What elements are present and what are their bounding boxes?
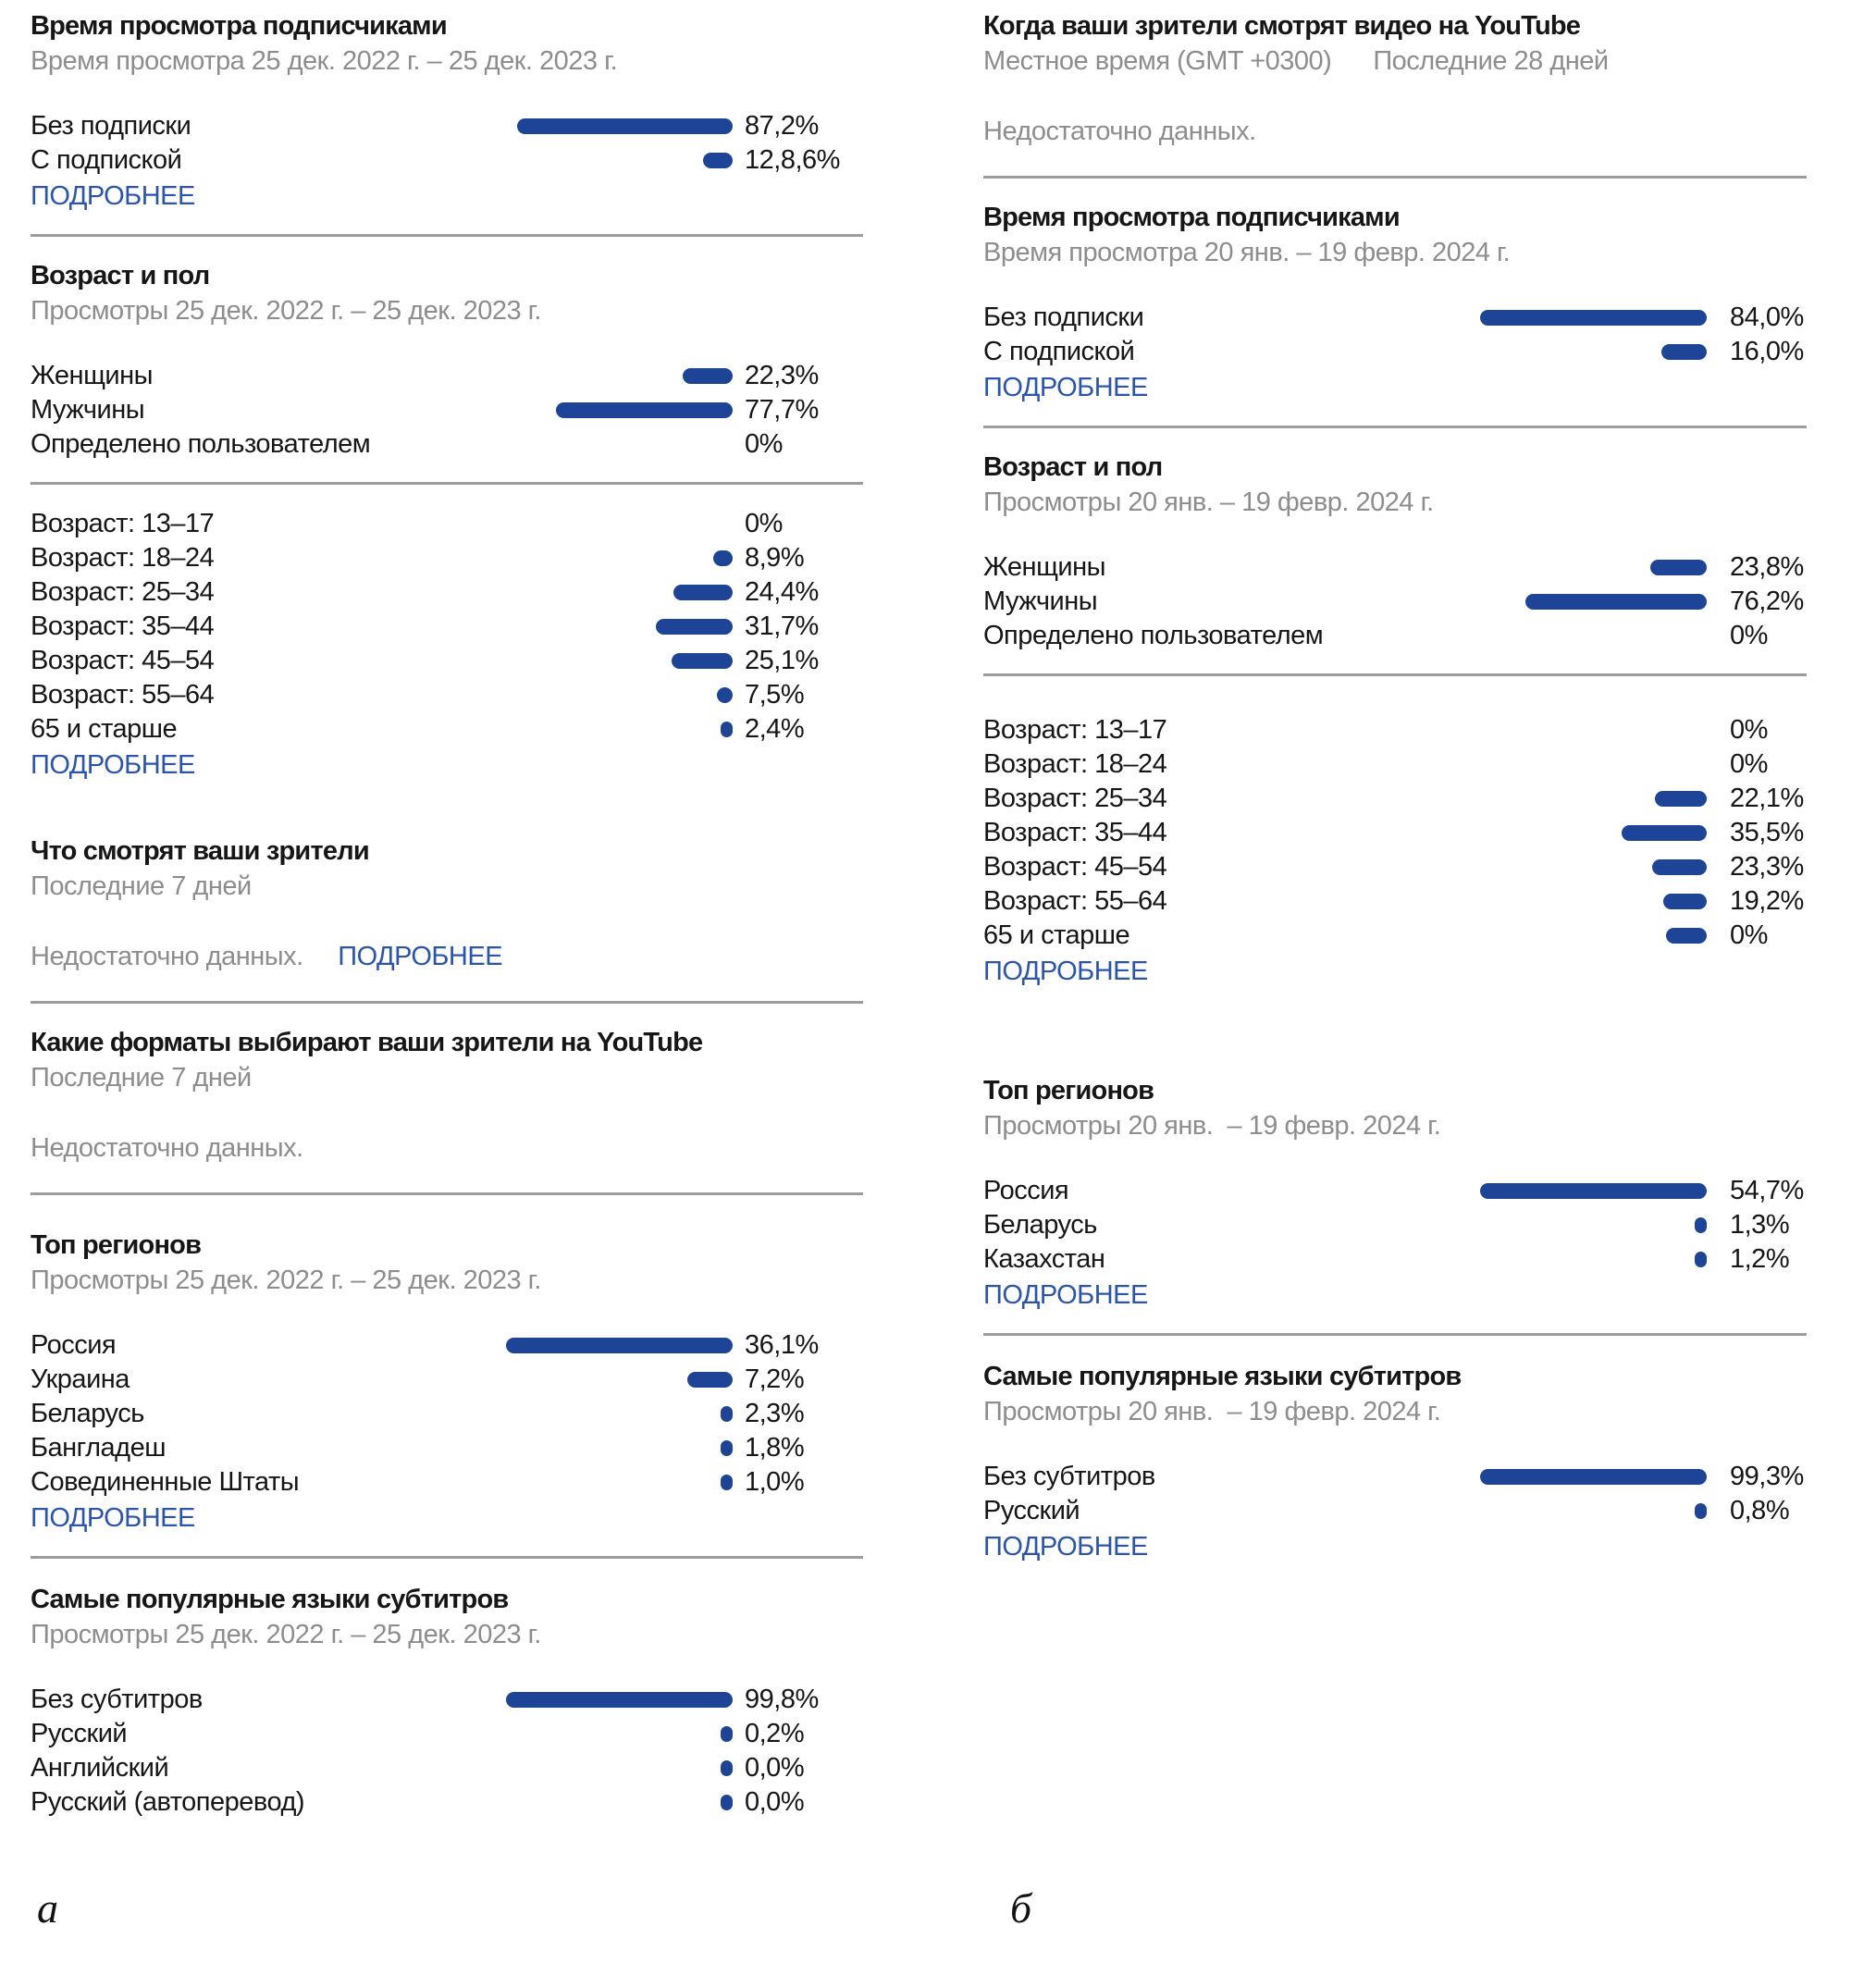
stat-row [31,1431,863,1465]
row-value: 77,7% [745,395,819,425]
divider [31,234,863,237]
row-label: Бангладеш [31,1433,166,1463]
row-value: 0% [1730,749,1768,779]
row-value: 24,4% [745,577,819,607]
stat-row [983,1208,1807,1242]
age-rows [983,713,1807,953]
row-value: 1,0% [745,1467,805,1497]
card-title: Топ регионов [31,1230,202,1260]
row-label: Россия [983,1176,1069,1205]
stat-rows [31,1328,863,1500]
percentage-bar [672,653,733,669]
percentage-bar [713,550,733,566]
stat-row [983,619,1807,653]
card-title: Время просмотра подписчиками [31,11,447,41]
stat-row [31,1363,863,1397]
percentage-bar [1655,791,1707,807]
percentage-bar [1652,859,1707,875]
card-subtitle-languages-b [983,1360,1807,1564]
divider [983,176,1807,179]
no-data-text: Недостаточно данных. [31,1133,303,1163]
card-subtitle-languages-a [31,1583,863,1820]
bar-zone [506,550,733,566]
bar-zone [1480,560,1707,575]
percentage-bar [517,118,733,134]
row-value: 25,1% [745,646,819,675]
divider [983,1333,1807,1336]
divider [983,673,1807,676]
range-text: Последние 28 дней [1373,46,1609,76]
percentage-bar [721,1795,733,1810]
stat-row [31,393,863,427]
row-value: 87,2% [745,111,819,141]
card-title: Самые популярные языки субтитров [31,1585,509,1614]
row-label: Россия [31,1330,117,1360]
row-value: 99,8% [745,1685,819,1714]
card-title: Что смотрят ваши зрители [31,836,369,866]
stat-row [983,585,1807,619]
subfigure-label-b: б [1010,1884,1032,1932]
more-link[interactable]: ПОДРОБНЕЕ [983,957,1148,986]
percentage-bar [721,1440,733,1456]
row-value: 19,2% [1730,886,1804,916]
divider [31,1192,863,1195]
percentage-bar [506,1338,733,1353]
percentage-bar [673,585,733,600]
row-value: 36,1% [745,1330,819,1360]
card-subtitle: Просмотры 25 дек. 2022 г. – 25 дек. 2023 г. [31,296,541,326]
row-value: 2,4% [745,714,805,744]
row-label: Мужчины [31,395,145,425]
percentage-bar [721,1406,733,1422]
no-data-text: Недостаточно данных. [31,942,303,971]
divider [31,482,863,485]
stat-row [31,427,863,462]
more-link[interactable]: ПОДРОБНЕЕ [31,1503,195,1533]
percentage-bar [721,1760,733,1776]
row-label: Возраст: 45–54 [31,646,215,675]
panel-a [31,9,863,1820]
row-label: С подпиской [983,337,1135,366]
row-value: 22,1% [1730,784,1804,813]
row-value: 99,3% [1730,1462,1804,1491]
row-value: 31,7% [745,611,819,641]
row-label: Возраст: 55–64 [31,680,215,710]
row-label: Без подписки [983,302,1144,332]
stat-rows [983,1460,1807,1528]
stat-row [983,782,1807,816]
bar-zone [506,722,733,737]
stat-row [983,816,1807,850]
bar-zone [506,1692,733,1708]
more-link[interactable]: ПОДРОБНЕЕ [338,942,503,971]
bar-zone [1480,344,1707,360]
stat-row [31,712,863,747]
row-label: Возраст: 35–44 [31,611,215,641]
card-top-regions-a [31,1228,863,1536]
row-label: 65 и старше [983,920,1130,950]
stat-row [31,1785,863,1820]
row-label: Казахстан [983,1244,1105,1274]
gender-rows [31,359,863,462]
age-rows [31,507,863,747]
percentage-bar [1622,825,1707,841]
stat-row [983,884,1807,919]
percentage-bar [1661,344,1707,360]
row-value: 76,2% [1730,586,1804,616]
stat-row [31,359,863,393]
row-label: Беларусь [983,1210,1097,1240]
bar-zone [1480,928,1707,944]
bar-zone [506,1475,733,1490]
row-label: С подпиской [31,145,182,175]
bar-zone [1480,1217,1707,1233]
card-subtitle: Время просмотра 20 янв. – 19 февр. 2024 г. [983,238,1511,267]
row-label: Женщины [31,361,153,390]
card-watch-time-a [31,9,863,214]
percentage-bar [1695,1252,1707,1267]
row-value: 0% [1730,621,1768,650]
percentage-bar [687,1372,733,1388]
row-value: 0,0% [745,1787,805,1817]
row-value: 35,5% [1730,818,1804,847]
percentage-bar [721,1726,733,1742]
row-value: 1,2% [1730,1244,1790,1274]
row-label: Возраст: 25–34 [31,577,215,607]
bar-zone [506,153,733,168]
card-subtitle [983,44,1807,78]
stat-row [31,541,863,575]
card-title: Возраст и пол [31,261,210,290]
percentage-bar [703,153,733,168]
bar-zone [506,1795,733,1810]
stat-row [31,575,863,610]
percentage-bar [556,402,733,418]
row-label: Возраст: 13–17 [31,509,215,538]
bar-zone [1480,859,1707,875]
stat-row [31,109,863,143]
stat-row [983,850,1807,884]
no-data-row [31,940,863,974]
stat-row [983,1242,1807,1277]
stat-row [31,1328,863,1363]
card-subtitle: Просмотры 25 дек. 2022 г. – 25 дек. 2023 г. [31,1620,541,1649]
bar-zone [506,1372,733,1388]
card-title: Когда ваши зрители смотрят видео на YouTube [983,11,1581,41]
stat-rows [983,301,1807,369]
percentage-bar [1663,894,1707,909]
bar-zone [506,1760,733,1776]
bar-zone [1480,594,1707,610]
bar-zone [1480,1252,1707,1267]
row-value: 1,8% [745,1433,805,1463]
stat-row [983,550,1807,585]
more-link[interactable]: ПОДРОБНЕЕ [31,750,195,780]
percentage-bar [1666,928,1707,944]
row-label: 65 и старше [31,714,178,744]
row-label: Без подписки [31,111,191,141]
divider [31,1001,863,1004]
card-age-gender-a [31,259,863,783]
card-subtitle: Просмотры 20 янв. – 19 февр. 2024 г. [983,1111,1441,1141]
card-title: Какие форматы выбирают ваши зрители на YouTube [31,1028,703,1057]
stat-row [983,301,1807,335]
stat-rows [31,1683,863,1820]
card-top-regions-b [983,1074,1807,1313]
subfigure-label-a: а [37,1884,58,1932]
percentage-bar [1650,560,1707,575]
stat-row [983,1460,1807,1494]
bar-zone [506,118,733,134]
card-subtitle: Просмотры 20 янв. – 19 февр. 2024 г. [983,1397,1441,1426]
bar-zone [506,1440,733,1456]
card-watch-time-b [983,201,1807,405]
stat-row [31,1397,863,1431]
stat-row [983,1494,1807,1528]
row-label: Женщины [983,552,1105,582]
timezone-text: Местное время (GMT +0300) [983,46,1332,76]
card-when-they-watch-b [983,9,1807,149]
stat-row [31,1717,863,1751]
row-value: 8,9% [745,543,805,573]
percentage-bar [1480,1183,1707,1199]
row-value: 0,0% [745,1753,805,1783]
percentage-bar [721,722,733,737]
row-label: Беларусь [31,1399,144,1428]
row-value: 22,3% [745,361,819,390]
percentage-bar [1480,1469,1707,1485]
divider [31,1556,863,1559]
row-value: 0% [1730,715,1768,745]
bar-zone [1480,791,1707,807]
row-value: 7,5% [745,680,805,710]
stat-row [31,678,863,712]
stat-row [983,919,1807,953]
bar-zone [506,368,733,384]
row-label: Без субтитров [31,1685,203,1714]
card-title: Возраст и пол [983,452,1163,482]
stat-rows [983,1174,1807,1277]
bar-zone [1480,1469,1707,1485]
row-label: Возраст: 18–24 [31,543,215,573]
row-value: 16,0% [1730,337,1804,366]
row-label: Определено пользователем [983,621,1324,650]
row-value: 0% [745,429,783,459]
row-value: 54,7% [1730,1176,1804,1205]
stat-row [31,610,863,644]
no-data-text: Недостаточно данных. [983,117,1256,146]
no-data-row [983,115,1807,149]
row-label: Возраст: 13–17 [983,715,1167,745]
row-label: Возраст: 25–34 [983,784,1167,813]
card-age-gender-b [983,451,1807,989]
row-value: 0,8% [1730,1496,1790,1525]
row-label: Возраст: 55–64 [983,886,1167,916]
stat-row [31,1465,863,1500]
no-data-row [31,1131,863,1166]
bar-zone [506,402,733,418]
card-title: Самые популярные языки субтитров [983,1362,1462,1391]
row-label: Русский (автоперевод) [31,1787,305,1817]
bar-zone [506,653,733,669]
stat-rows [31,109,863,178]
bar-zone [506,585,733,600]
bar-zone [506,1338,733,1353]
row-label: Возраст: 35–44 [983,818,1167,847]
card-what-they-watch-a [31,834,863,974]
bar-zone [1480,1503,1707,1519]
percentage-bar [1695,1503,1707,1519]
more-link[interactable]: ПОДРОБНЕЕ [983,1532,1148,1562]
stat-row [983,713,1807,747]
bar-zone [1480,310,1707,326]
percentage-bar [1480,310,1707,326]
row-value: 12,8,6% [745,145,840,175]
card-subtitle: Просмотры 25 дек. 2022 г. – 25 дек. 2023 г. [31,1265,541,1295]
card-formats-a [31,1026,863,1166]
panel-b [983,9,1807,1564]
card-title: Время просмотра подписчиками [983,203,1400,232]
bar-zone [1480,1183,1707,1199]
row-label: Совединенные Штаты [31,1467,300,1497]
stat-row [983,747,1807,782]
row-value: 84,0% [1730,302,1804,332]
gender-rows [983,550,1807,653]
row-value: 2,3% [745,1399,805,1428]
card-subtitle: Время просмотра 25 дек. 2022 г. – 25 дек. 2023 г. [31,46,618,76]
row-label: Без субтитров [983,1462,1155,1491]
row-label: Возраст: 45–54 [983,852,1167,882]
stat-row [31,1751,863,1785]
more-link[interactable]: ПОДРОБНЕЕ [31,181,195,211]
percentage-bar [506,1692,733,1708]
bar-zone [1480,825,1707,841]
stat-row [31,507,863,541]
percentage-bar [1695,1217,1707,1233]
bar-zone [506,1726,733,1742]
row-label: Английский [31,1753,169,1783]
bar-zone [506,1406,733,1422]
stat-row [31,143,863,178]
row-label: Русский [983,1496,1080,1525]
row-label: Мужчины [983,586,1098,616]
bar-zone [1480,894,1707,909]
row-value: 1,3% [1730,1210,1790,1240]
stat-row [31,644,863,678]
more-link[interactable]: ПОДРОБНЕЕ [983,373,1148,402]
row-label: Русский [31,1719,128,1748]
card-subtitle: Просмотры 20 янв. – 19 февр. 2024 г. [983,488,1434,517]
percentage-bar [1525,594,1707,610]
row-value: 7,2% [745,1364,805,1394]
divider [983,426,1807,428]
percentage-bar [721,1475,733,1490]
row-value: 23,3% [1730,852,1804,882]
row-value: 23,8% [1730,552,1804,582]
row-label: Возраст: 18–24 [983,749,1167,779]
percentage-bar [717,687,733,703]
card-subtitle: Последние 7 дней [31,871,252,901]
row-label: Украина [31,1364,130,1394]
stat-row [983,335,1807,369]
row-label: Определено пользователем [31,429,371,459]
card-subtitle: Последние 7 дней [31,1063,252,1093]
bar-zone [506,619,733,635]
bar-zone [506,687,733,703]
row-value: 0,2% [745,1719,805,1748]
percentage-bar [683,368,733,384]
row-value: 0% [745,509,783,538]
row-value: 0% [1730,920,1768,950]
stat-row [983,1174,1807,1208]
card-title: Топ регионов [983,1076,1154,1105]
stat-row [31,1683,863,1717]
more-link[interactable]: ПОДРОБНЕЕ [983,1280,1148,1310]
percentage-bar [656,619,733,635]
